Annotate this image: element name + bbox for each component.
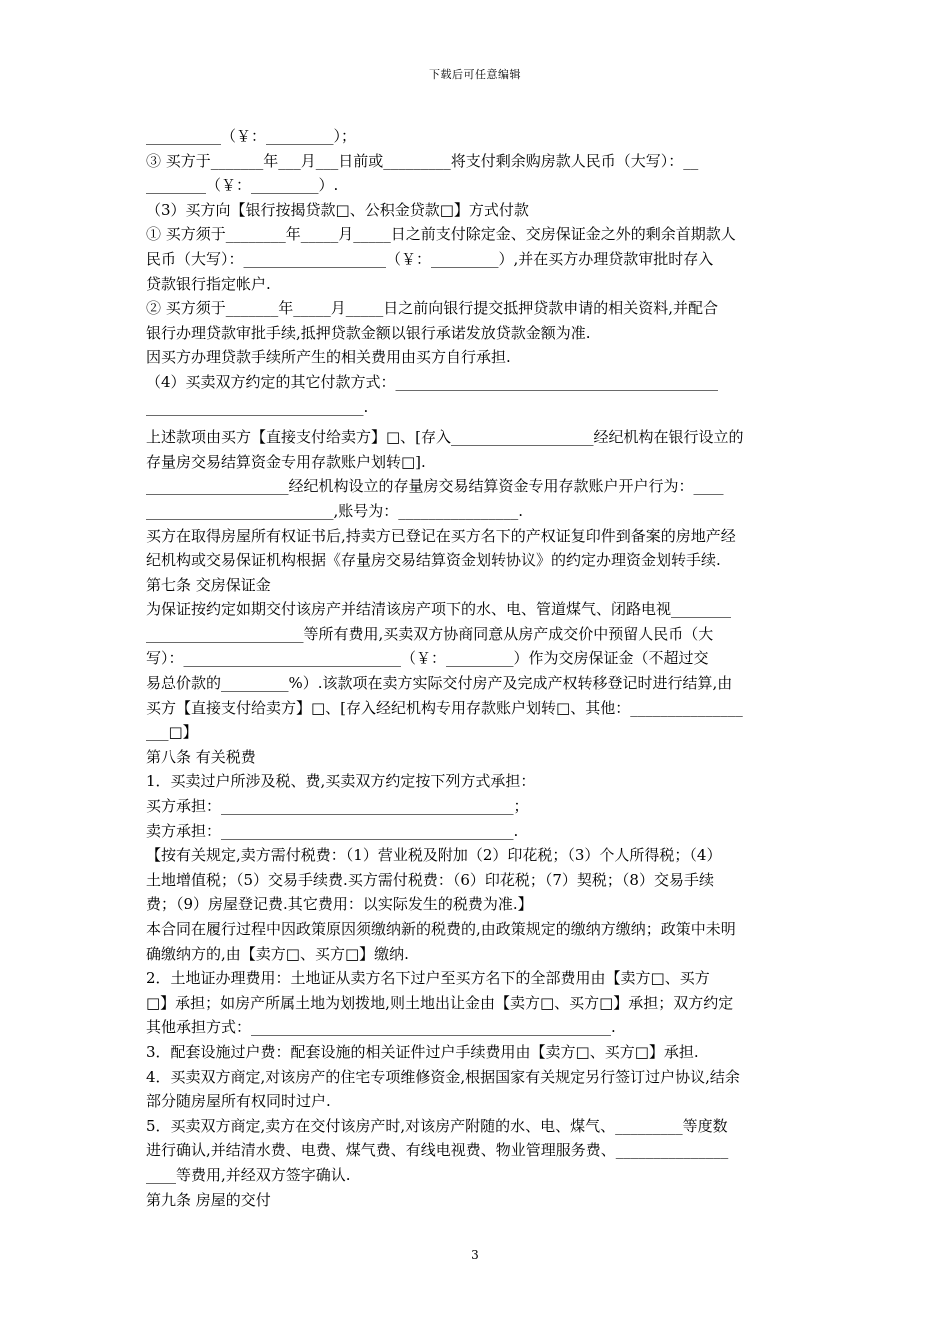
text-line: ③ 买方于_______年___月___日前或_________将支付剩余购房款人民币（大写）：__ bbox=[146, 151, 699, 170]
text-line: 为保证按约定如期交付该房产并结清该房产项下的水、电、管道煤气、闭路电视________ bbox=[146, 600, 732, 619]
text-line: 确缴纳方的,由【卖方□、买方□】缴纳. bbox=[146, 944, 409, 963]
text-line: 进行确认,并结清水费、电费、煤气费、有线电视费、物业管理服务费、_______________ bbox=[146, 1141, 729, 1160]
text-line: （4）买卖双方约定的其它付款方式：___________________________________________ bbox=[146, 372, 719, 391]
text-line: 1．买卖过户所涉及税、费,买卖双方约定按下列方式承担： bbox=[146, 772, 536, 791]
text-line: 4．买卖双方商定,对该房产的住宅专项维修资金,根据国家有关规定另行签订过户协议,结余 bbox=[146, 1067, 740, 1086]
text-line: _____________________等所有费用,买卖双方协商同意从房产成交价中预留人民币（大 bbox=[146, 624, 714, 643]
section-heading: 第七条 交房保证金 bbox=[146, 575, 271, 594]
text-line: 【按有关规定,卖方需付税费：（1）营业税及附加（2）印花税；（3）个人所得税；（4） bbox=[146, 846, 722, 865]
text-line: 3．配套设施过户费：配套设施的相关证件过户手续费用由【卖方□、买方□】承担. bbox=[146, 1042, 699, 1061]
text-line: 易总价款的_________%）.该款项在卖方实际交付房产及完成产权转移登记时进行结算,由 bbox=[146, 674, 733, 693]
text-line: ________（￥：_________）. bbox=[146, 176, 339, 195]
text-line: 费；（9）房屋登记费.其它费用：以实际发生的税费为准.】 bbox=[146, 895, 533, 914]
text-line: _________________________,账号为：________________. bbox=[146, 501, 524, 520]
text-line: 其他承担方式：________________________________________________. bbox=[146, 1018, 616, 1037]
text-line: 买方【直接支付给卖方】□、[存入经纪机构专用存款账户划转□、其他：_______________ bbox=[146, 698, 743, 717]
text-line: 买方在取得房屋所有权证书后,持卖方已登记在买方名下的产权证复印件到备案的房地产经 bbox=[146, 526, 736, 545]
text-line: 写）：_____________________________（￥：_________）作为交房保证金（不超过交 bbox=[146, 649, 709, 668]
text-line: ____等费用,并经双方签字确认. bbox=[146, 1165, 351, 1184]
text-line: 银行办理贷款审批手续,抵押贷款金额以银行承诺发放贷款金额为准. bbox=[146, 323, 591, 342]
text-line: ① 买方须于________年_____月_____日之前支付除定金、交房保证金之外的剩余首期款人 bbox=[146, 225, 736, 244]
text-line: 部分随房屋所有权同时过户. bbox=[146, 1092, 331, 1111]
section-heading: 第八条 有关税费 bbox=[146, 747, 256, 766]
section-heading: 第九条 房屋的交付 bbox=[146, 1190, 271, 1209]
text-line: 民币（大写）：___________________（￥：_________）,并在买方办理贷款审批时存入 bbox=[146, 249, 714, 268]
document-body bbox=[146, 124, 808, 1212]
text-line: 纪机构或交易保证机构根据《存量房交易结算资金划转协议》的约定办理资金划转手续. bbox=[146, 551, 721, 570]
text-line: 土地增值税；（5）交易手续费.买方需付税费：（6）印花税；（7）契税；（8）交易手续 bbox=[146, 870, 714, 889]
text-line: 买方承担：_______________________________________； bbox=[146, 797, 529, 816]
text-line: ② 买方须于_______年_____月_____日之前向银行提交抵押贷款申请的相关资料,并配合 bbox=[146, 299, 719, 318]
text-line: ___□】 bbox=[146, 723, 198, 742]
text-line: 上述款项由买方【直接支付给卖方】□、[存入___________________经纪机构在银行设立的 bbox=[146, 428, 744, 447]
page-number: 3 bbox=[471, 1248, 479, 1262]
text-line: □】承担；如房产所属土地为划拨地,则土地出让金由【卖方□、买方□】承担；双方约定 bbox=[146, 993, 734, 1012]
text-line: 贷款银行指定帐户. bbox=[146, 274, 271, 293]
text-line: ___________________经纪机构设立的存量房交易结算资金专用存款账户开户行为：____ bbox=[146, 477, 724, 496]
text-line: 2．土地证办理费用：土地证从卖方名下过户至买方名下的全部费用由【卖方□、买方 bbox=[146, 969, 710, 988]
page-header: 下载后可任意编辑 bbox=[429, 68, 521, 81]
text-line: _____________________________. bbox=[146, 397, 369, 416]
text-line: 卖方承担：_______________________________________. bbox=[146, 821, 519, 840]
text-line: 因买方办理贷款手续所产生的相关费用由买方自行承担. bbox=[146, 348, 511, 367]
text-line: 5．买卖双方商定,卖方在交付该房产时,对该房产附随的水、电、煤气、_________等度数 bbox=[146, 1116, 728, 1135]
text-line: （3）买方向【银行按揭贷款□、公积金贷款□】方式付款 bbox=[146, 200, 529, 219]
text-line: __________（￥：_________）； bbox=[146, 127, 357, 145]
text-line: 存量房交易结算资金专用存款账户划转□]. bbox=[146, 452, 426, 471]
text-line: 本合同在履行过程中因政策原因须缴纳新的税费的,由政策规定的缴纳方缴纳；政策中未明 bbox=[146, 920, 736, 938]
